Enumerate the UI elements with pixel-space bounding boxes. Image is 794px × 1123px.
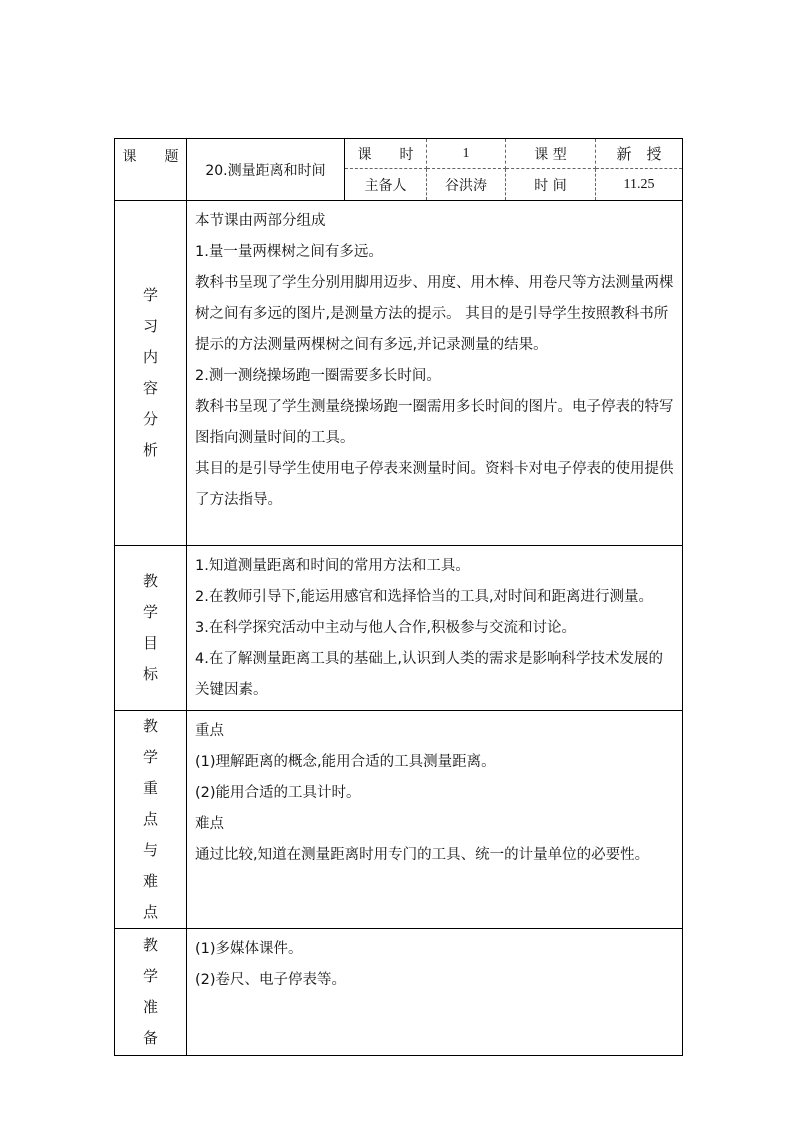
label-char: 内 (142, 348, 158, 366)
text-line: 本节课由两部分组成 (195, 213, 326, 229)
section-preparation (115, 929, 683, 1056)
label-char: 教 (142, 936, 158, 954)
period-label: 课 时 (345, 139, 427, 169)
label-char: 学 (142, 603, 158, 621)
section-objectives (115, 546, 683, 711)
period-value: 1 (427, 139, 506, 169)
text-line: (2)能用合适的工具计时。 (195, 785, 361, 801)
label-char: 点 (142, 810, 158, 828)
section-body-content-analysis (187, 201, 683, 546)
date-value: 11.25 (596, 169, 683, 201)
label-char: 目 (142, 634, 158, 652)
type-value: 新 授 (596, 139, 683, 169)
label-char: 与 (142, 841, 158, 859)
preparer-value: 谷洪涛 (427, 169, 506, 201)
section-key-points (115, 711, 683, 929)
section-content-analysis (115, 201, 683, 546)
date-label: 时 间 (506, 169, 596, 201)
text-line: 了方法指导。 (195, 492, 282, 508)
text-line: 2.测一测绕操场跑一圈需要多长时间。 (195, 368, 441, 384)
topic-label: 课 题 (115, 139, 187, 201)
text-line: 图指向测量时间的工具。 (195, 430, 355, 446)
label-char: 教 (142, 717, 158, 735)
label-char: 点 (142, 903, 158, 921)
text-line: (2)卷尺、电子停表等。 (195, 972, 347, 988)
label-char: 准 (142, 998, 158, 1016)
topic-value: 20.测量距离和时间 (187, 139, 345, 201)
text-line: 提示的方法测量两棵树之间有多远,并记录测量的结果。 (195, 337, 548, 353)
section-body-objectives (187, 546, 683, 711)
label-char: 学 (142, 967, 158, 985)
type-label: 课 型 (506, 139, 596, 169)
label-char: 学 (142, 748, 158, 766)
section-label-preparation (115, 929, 187, 1056)
label-char: 析 (142, 441, 158, 459)
label-char: 重 (142, 779, 158, 797)
text-line: 重点 (195, 723, 224, 739)
lesson-plan-table (114, 138, 683, 1056)
label-char: 习 (142, 317, 158, 335)
text-line: 3.在科学探究活动中主动与他人合作,积极参与交流和讨论。 (195, 620, 576, 636)
text-line: 难点 (195, 816, 224, 832)
label-char: 难 (142, 872, 158, 890)
label-char: 分 (142, 410, 158, 428)
text-line: 教科书呈现了学生测量绕操场跑一圈需用多长时间的图片。电子停表的特写 (195, 399, 674, 415)
label-char: 标 (142, 665, 158, 683)
text-line: 关键因素。 (195, 682, 268, 698)
text-line: 2.在教师引导下,能运用感官和选择恰当的工具,对时间和距离进行测量。 (195, 589, 654, 605)
section-label-objectives (115, 546, 187, 711)
text-line: 1.知道测量距离和时间的常用方法和工具。 (195, 558, 470, 574)
text-line: 树之间有多远的图片,是测量方法的提示。 其目的是引导学生按照教科书所 (195, 306, 669, 322)
section-body-preparation (187, 929, 683, 1056)
text-line: 教科书呈现了学生分别用脚用迈步、用度、用木棒、用卷尺等方法测量两棵 (195, 275, 674, 291)
label-char: 学 (142, 286, 158, 304)
text-line: 其目的是引导学生使用电子停表来测量时间。资料卡对电子停表的使用提供 (195, 461, 674, 477)
label-char: 教 (142, 572, 158, 590)
header-row-1 (115, 139, 683, 169)
section-label-key-points (115, 711, 187, 929)
label-char: 备 (142, 1029, 158, 1047)
text-line: 1.量一量两棵树之间有多远。 (195, 244, 383, 260)
text-line: 通过比较,知道在测量距离时用专门的工具、统一的计量单位的必要性。 (195, 847, 650, 863)
text-line: (1)多媒体课件。 (195, 941, 303, 957)
label-char: 容 (142, 379, 158, 397)
section-body-key-points (187, 711, 683, 929)
text-line: (1)理解距离的概念,能用合适的工具测量距离。 (195, 754, 496, 770)
text-line: 4.在了解测量距离工具的基础上,认识到人类的需求是影响科学技术发展的 (195, 651, 663, 667)
section-label-content-analysis (115, 201, 187, 546)
preparer-label: 主备人 (345, 169, 427, 201)
